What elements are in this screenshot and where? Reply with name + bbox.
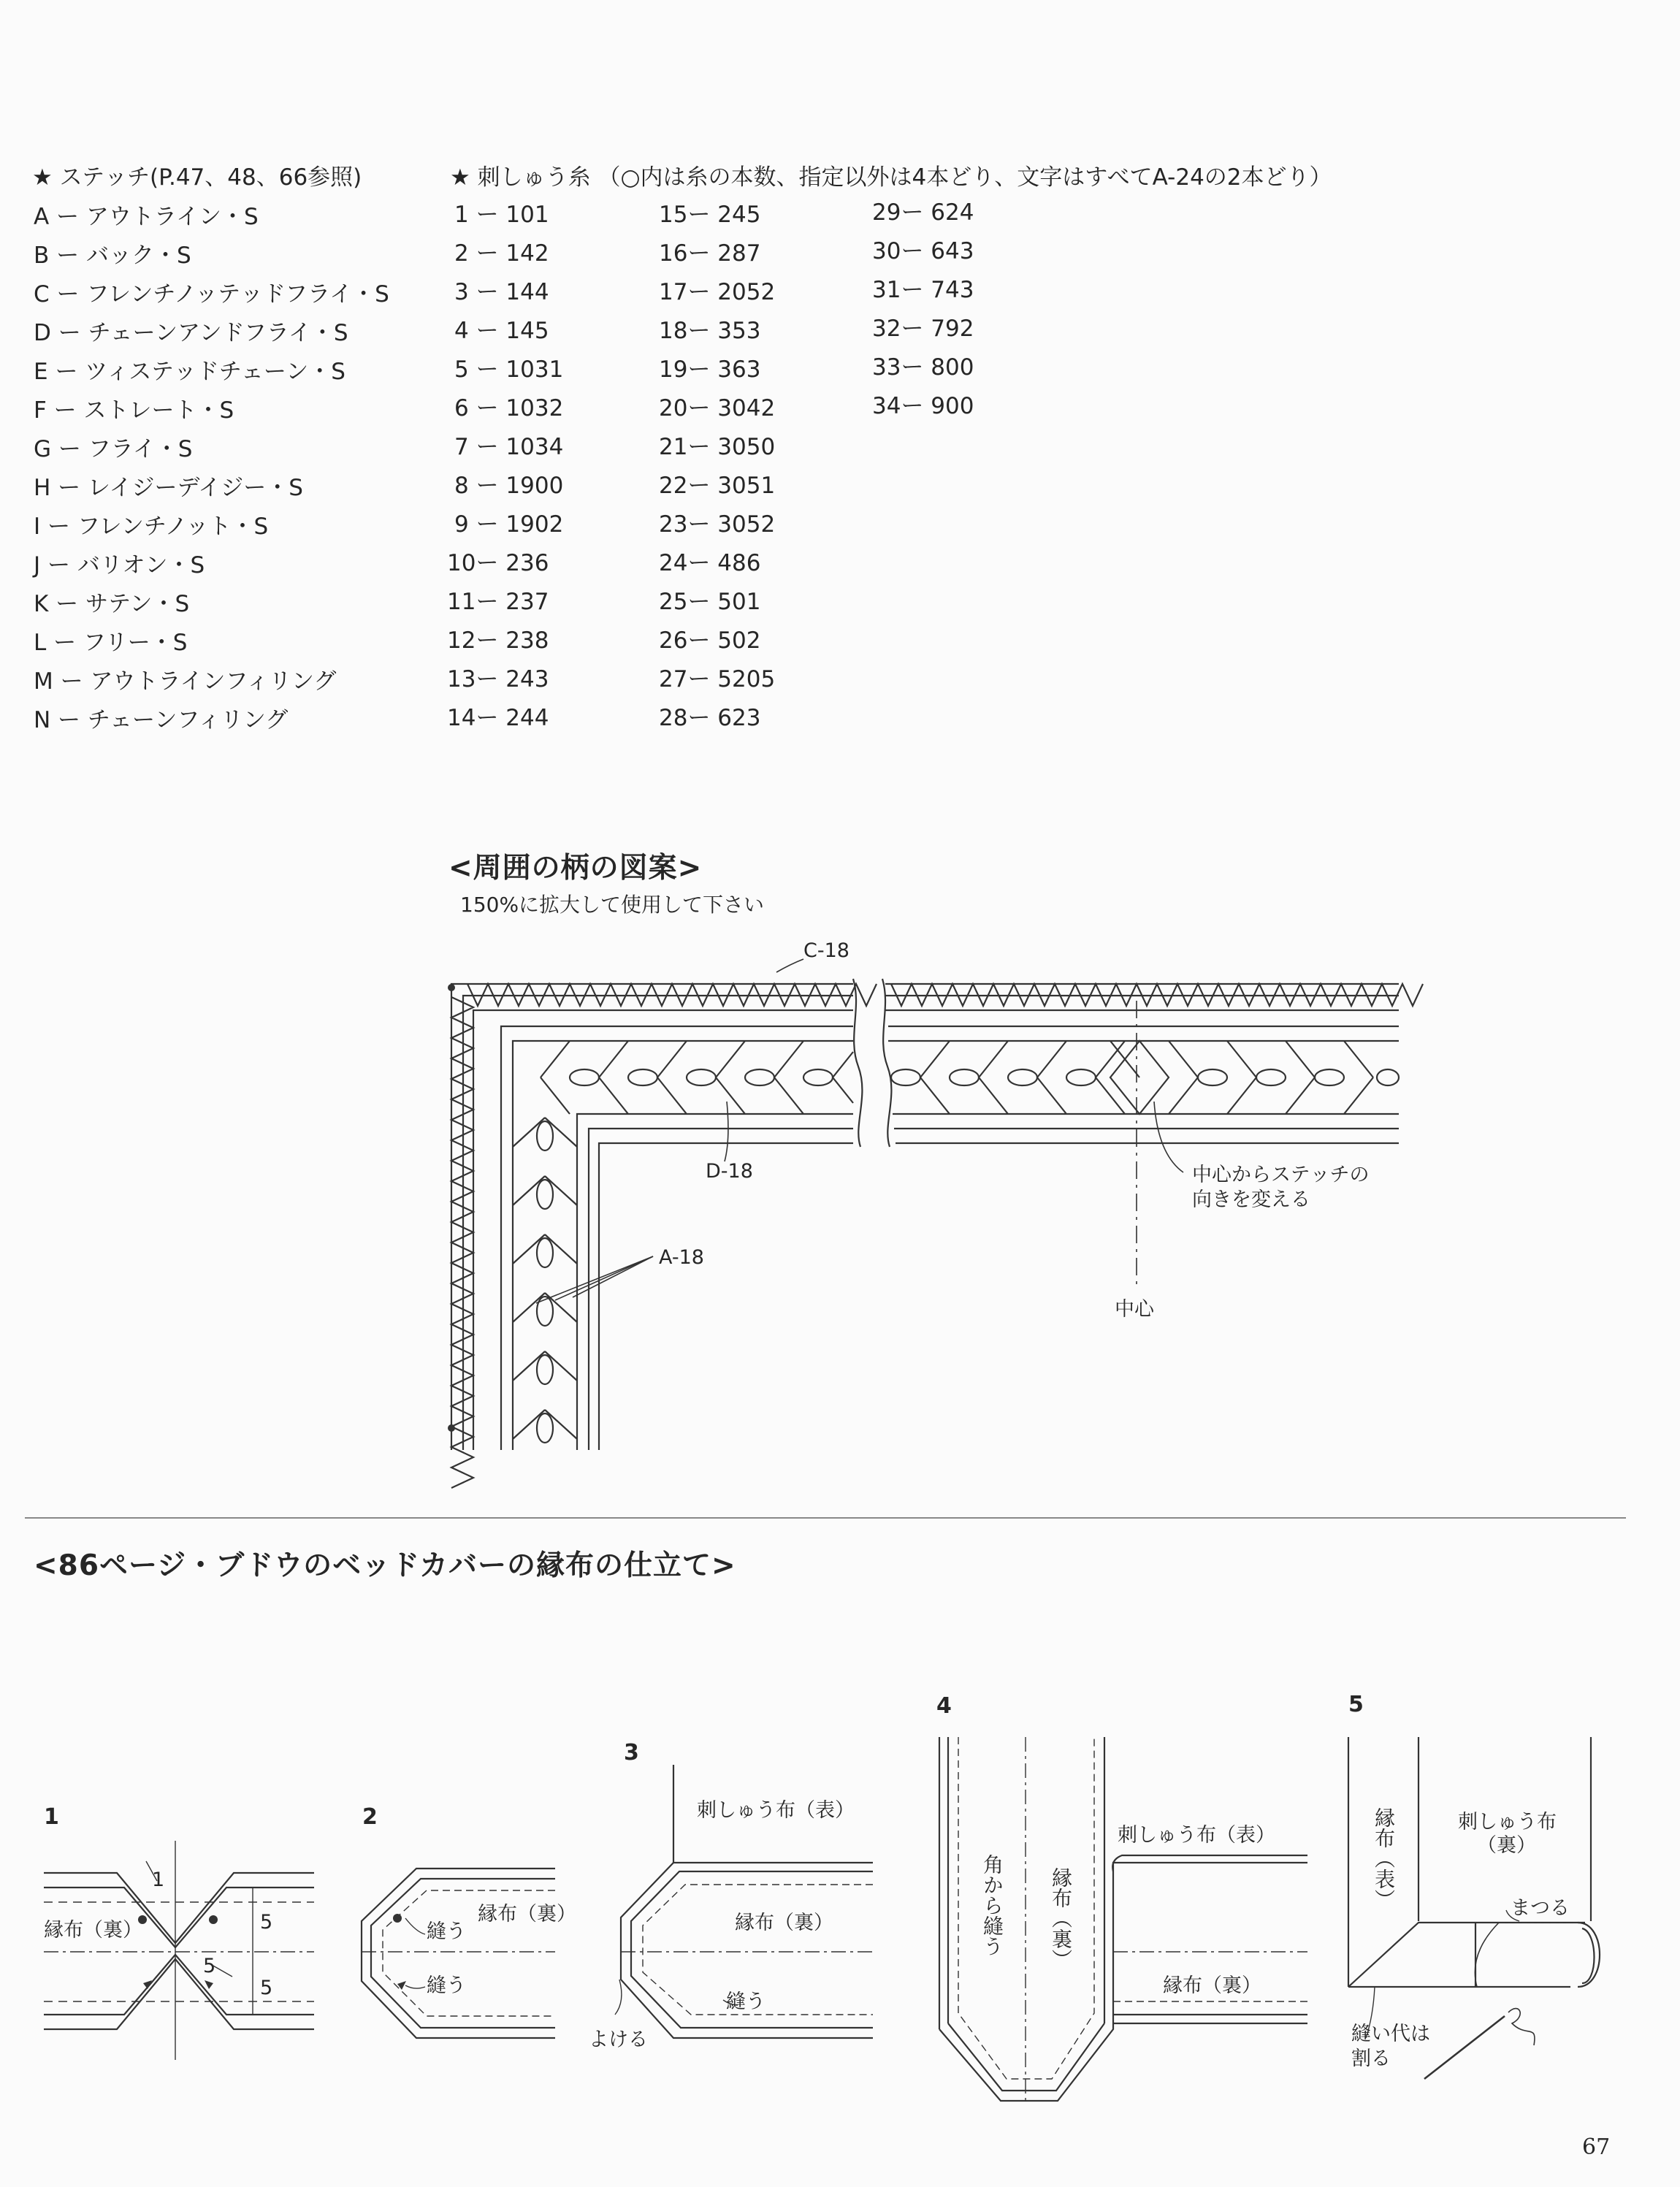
thread-item: 24ー 486	[659, 550, 761, 576]
border-pattern-subtitle: 150%に拡大して使用して下さい	[460, 893, 765, 917]
step-4-corner-label: 角から縫う	[980, 1854, 1004, 1956]
step-3-number: 3	[624, 1740, 639, 1766]
thread-item: 10ー 236	[447, 550, 549, 576]
thread-item: 7 ー 1034	[454, 434, 564, 460]
thread-item: 4 ー 145	[454, 318, 549, 344]
thread-item: 31ー 743	[872, 277, 974, 303]
step-1-fabric-label: 縁布（裏）	[44, 1919, 142, 1942]
center-label: 中心	[1115, 1298, 1154, 1321]
thread-item: 14ー 244	[447, 705, 549, 731]
center-note-line1: 中心からステッチの	[1192, 1164, 1370, 1186]
thread-item: 34ー 900	[872, 393, 974, 419]
thread-item: 32ー 792	[872, 316, 974, 342]
step-1-number: 1	[44, 1804, 59, 1830]
finishing-title: <86ページ・ブドウのベッドカバーの縁布の仕立て>	[34, 1549, 736, 1582]
step-3-avoid-label: よける	[589, 2028, 648, 2051]
thread-item: 3 ー 144	[454, 279, 549, 305]
stitch-item: B ー バック・S	[34, 243, 191, 269]
stitch-item: A ー アウトライン・S	[34, 204, 259, 230]
stitch-item: K ー サテン・S	[34, 591, 190, 617]
thread-item: 9 ー 1902	[454, 511, 564, 538]
step-1-one: 1	[152, 1869, 165, 1891]
thread-item: 2 ー 142	[454, 240, 549, 267]
stitch-item: H ー レイジーデイジー・S	[34, 475, 303, 501]
thread-item: 8 ー 1900	[454, 473, 564, 499]
border-pattern-title: <周囲の柄の図案>	[448, 852, 703, 885]
step-2-sew-2: 縫う	[427, 1974, 466, 1997]
thread-item: 25ー 501	[659, 589, 761, 615]
thread-item: 13ー 243	[447, 666, 549, 692]
step-1-five-b: 5	[203, 1955, 216, 1977]
stitch-item: C ー フレンチノッテッドフライ・S	[34, 281, 389, 308]
thread-item: 16ー 287	[659, 240, 761, 267]
step-4-fabric-vertical: 縁布（裏）	[1049, 1867, 1073, 1969]
step-4-embroidery-label: 刺しゅう布（表）	[1118, 1824, 1275, 1847]
step-4-fabric-horizontal: 縁布（裏）	[1163, 1974, 1261, 1997]
thread-item: 29ー 624	[872, 199, 974, 226]
thread-item: 17ー 2052	[659, 279, 776, 305]
thread-list-header: ★ 刺しゅう糸 （○内は糸の本数、指定以外は4本どり、文字はすべてA-24の2本どり）	[450, 164, 1332, 191]
thread-item: 19ー 363	[659, 356, 761, 383]
step-1-five-a: 5	[260, 1911, 273, 1934]
stitch-item: G ー フライ・S	[34, 436, 193, 462]
step-1-five-c: 5	[260, 1977, 273, 1999]
thread-item: 15ー 245	[659, 202, 761, 228]
stitch-item: E ー ツィステッドチェーン・S	[34, 359, 345, 385]
step-4-number: 4	[936, 1693, 952, 1719]
step-2-number: 2	[362, 1804, 378, 1830]
stitch-list-header: ★ ステッチ(P.47、48、66参照)	[32, 164, 362, 191]
step-5-number: 5	[1348, 1692, 1364, 1717]
step-5-seam-line2: 割る	[1351, 2047, 1391, 2070]
thread-item: 5 ー 1031	[454, 356, 564, 383]
thread-item: 1 ー 101	[454, 202, 549, 228]
stitch-item: F ー ストレート・S	[34, 397, 234, 424]
stitch-item: I ー フレンチノット・S	[34, 514, 269, 540]
step-5-embroidery-line2: （裏）	[1477, 1834, 1536, 1857]
thread-item: 26ー 502	[659, 627, 761, 654]
thread-item: 6 ー 1032	[454, 395, 564, 421]
step-2-fabric-label: 縁布（裏）	[478, 1903, 576, 1925]
thread-item: 28ー 623	[659, 705, 761, 731]
label-a18: A-18	[659, 1246, 704, 1269]
thread-item: 22ー 3051	[659, 473, 776, 499]
step-5-fabric-vertical: 縁布（表）	[1372, 1807, 1396, 1909]
step-3-embroidery-label: 刺しゅう布（表）	[697, 1799, 855, 1822]
thread-item: 33ー 800	[872, 354, 974, 381]
step-3-fabric-label: 縁布（裏）	[735, 1912, 833, 1934]
step-5-embroidery-line1: 刺しゅう布	[1458, 1811, 1557, 1833]
stitch-item: N ー チェーンフィリング	[34, 707, 289, 733]
stitch-item: J ー バリオン・S	[34, 552, 205, 579]
thread-item: 21ー 3050	[659, 434, 776, 460]
stitch-item: L ー フリー・S	[34, 630, 188, 656]
step-3-sew-label: 縫う	[726, 1991, 765, 2013]
thread-item: 12ー 238	[447, 627, 549, 654]
thread-item: 23ー 3052	[659, 511, 776, 538]
thread-item: 20ー 3042	[659, 395, 776, 421]
page-number: 67	[1582, 2134, 1611, 2160]
stitch-item: M ー アウトラインフィリング	[34, 668, 337, 695]
step-5-whip-label: まつる	[1511, 1897, 1570, 1920]
step-2-sew-1: 縫う	[427, 1920, 466, 1943]
thread-item: 11ー 237	[447, 589, 549, 615]
thread-item: 30ー 643	[872, 238, 974, 264]
thread-item: 27ー 5205	[659, 666, 776, 692]
label-c18: C-18	[803, 939, 849, 962]
label-d18: D-18	[706, 1160, 753, 1183]
center-note-line2: 向きを変える	[1192, 1188, 1310, 1211]
step-5-seam-line1: 縫い代は	[1351, 2023, 1430, 2045]
stitch-item: D ー チェーンアンドフライ・S	[34, 320, 348, 346]
thread-item: 18ー 353	[659, 318, 761, 344]
